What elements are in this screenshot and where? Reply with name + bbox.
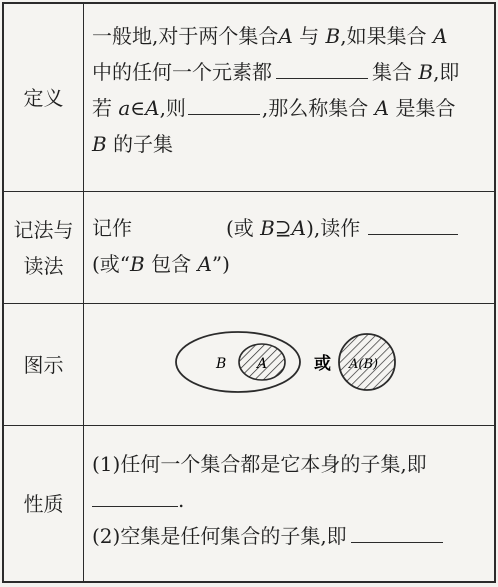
row-diagram [4,304,494,426]
diagram-area [84,304,494,425]
definition-line-3: 若 a∈A,则 ,那么称集合 A 是集合 [92,90,486,126]
notation-line-2: (或“B 包含 A”) [92,252,230,276]
property-1-line: (1)任何一个集合都是它本身的子集,即 [92,452,427,476]
definition-text [92,18,486,191]
row-definition [4,4,494,192]
equal-sets-label: A(B) [349,357,379,372]
properties-text [92,446,486,581]
blank-empty-subset[interactable] [351,520,443,543]
venn-diagrams [84,304,494,424]
definition-line-1: 一般地,对于两个集合A 与 B,如果集合 A [92,24,448,48]
label-definition: 定义 [4,4,84,191]
label-properties: 性质 [4,426,84,581]
blank-reading[interactable] [368,212,458,235]
notation-text [92,210,486,303]
blank-belongs[interactable] [276,56,368,79]
label-notation: 记法与 读法 [4,192,84,303]
property-1-answer: . [92,482,486,518]
blank-then[interactable] [188,92,260,115]
notation-line-1: 记作 (或 B⊇A),读作 [92,210,486,246]
inner-set-label: A [257,356,268,372]
subset-table [2,2,496,583]
label-diagram: 图示 [4,304,84,425]
row-properties [4,426,494,581]
definition-line-2: 中的任何一个元素都 集合 B,即 [92,54,486,90]
row-notation [4,192,494,304]
property-2-line: (2)空集是任何集合的子集,即 [92,518,486,554]
blank-self-subset[interactable] [92,484,178,507]
or-text: 或 [314,354,331,374]
outer-set-label: B [216,356,227,372]
definition-line-4: B 的子集 [92,132,174,156]
